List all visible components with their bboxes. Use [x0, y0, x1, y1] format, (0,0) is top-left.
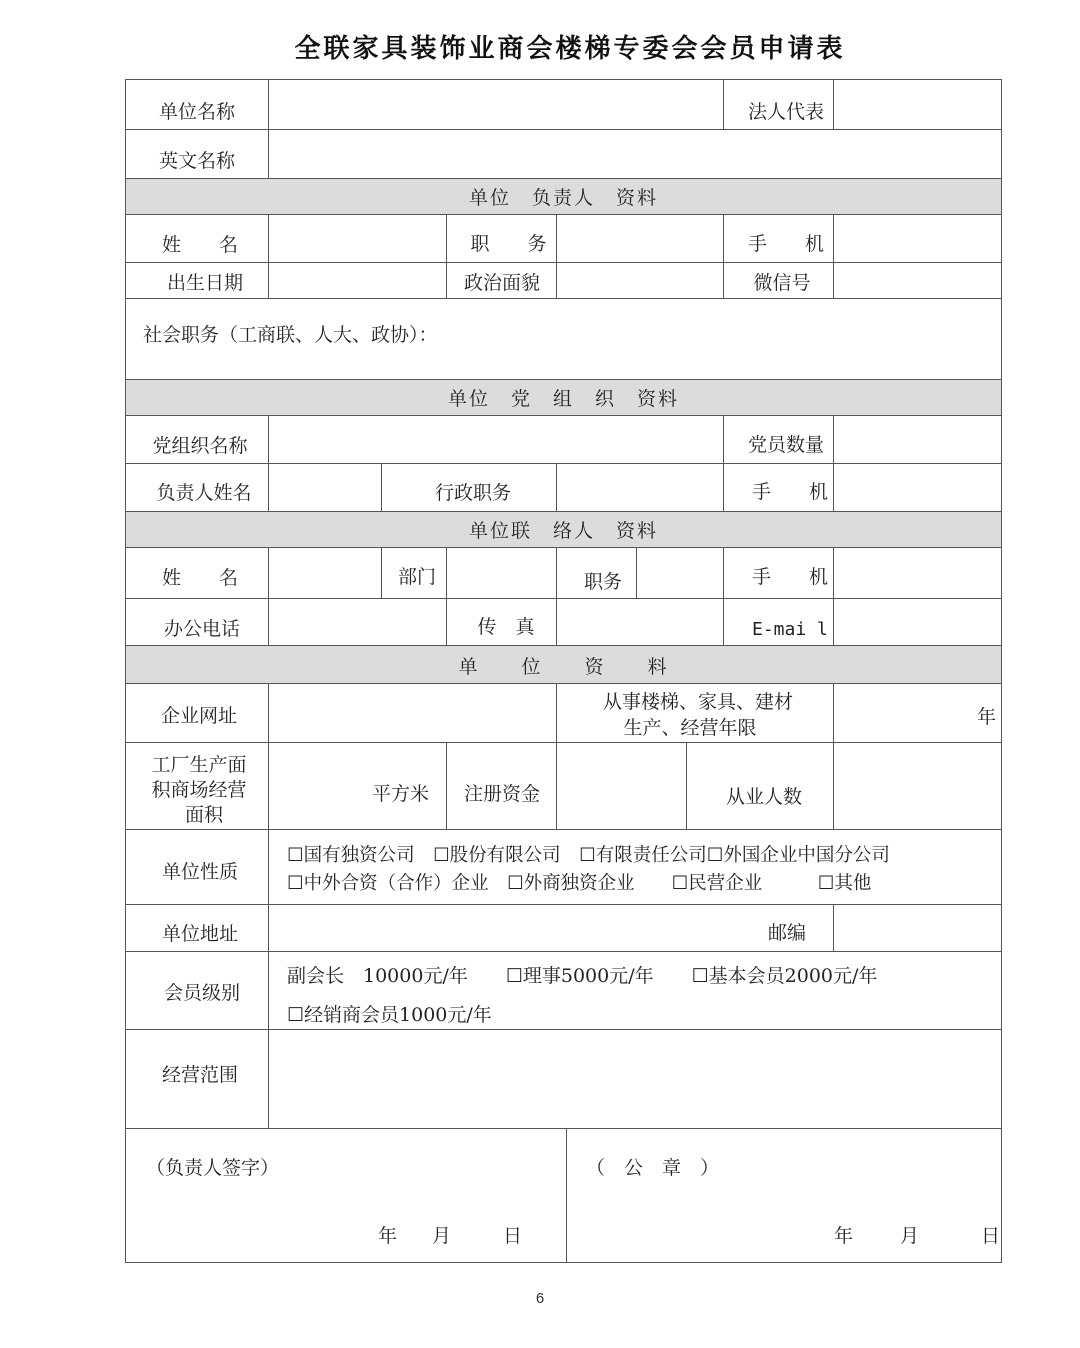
address-label: 单位地址	[161, 923, 238, 945]
years-label-line2: 生产、经营年限	[623, 717, 757, 739]
rule	[125, 742, 1002, 743]
signature-label: （负责人签字）	[146, 1157, 280, 1179]
section-party-info: 单位 党 组 织 资料	[447, 388, 679, 410]
signature-date-month: 月	[432, 1225, 452, 1247]
section-head-info: 单位 负责人 资料	[468, 187, 658, 209]
employees-label: 从业人数	[725, 786, 802, 808]
political-status-label: 政治面貌	[463, 272, 540, 294]
rule	[125, 829, 1002, 830]
english-name-label: 英文名称	[158, 150, 235, 172]
rule	[381, 547, 382, 599]
nature-options-line2[interactable]: ☐中外合资（合作）企业 ☐外商独资企业 ☐民营企业 ☐其他	[287, 873, 872, 894]
birth-date-label: 出生日期	[166, 272, 243, 294]
level-options-line2[interactable]: ☐经销商会员1000元/年	[287, 1004, 492, 1026]
unit-name-label: 单位名称	[158, 101, 235, 123]
seal-label: （ 公 章 ）	[586, 1157, 720, 1179]
area-label-line1: 工厂生产面	[151, 754, 247, 776]
border-bottom	[125, 1262, 1002, 1263]
rule	[125, 951, 1002, 952]
border-top	[125, 79, 1002, 80]
contact-mobile-label: 手 机	[751, 566, 828, 588]
registered-capital-label: 注册资金	[463, 783, 540, 805]
nature-options-line1[interactable]: ☐国有独资公司 ☐股份有限公司 ☐有限责任公司☐外国企业中国分公司	[287, 845, 890, 866]
area-label-line3: 面积	[184, 804, 223, 826]
area-label-line2: 积商场经营	[151, 779, 247, 801]
rule	[636, 547, 637, 599]
fax-label: 传 真	[477, 616, 535, 638]
nature-label: 单位性质	[161, 861, 238, 883]
rule	[125, 262, 1002, 263]
rule	[125, 645, 1002, 646]
rule	[566, 1128, 567, 1263]
year-unit-label: 年	[977, 706, 997, 728]
rule	[125, 547, 1002, 548]
rule	[125, 904, 1002, 905]
border-right	[1001, 79, 1002, 1263]
admin-position-label: 行政职务	[434, 482, 511, 504]
seal-date-year: 年	[834, 1225, 854, 1247]
legal-rep-label: 法人代表	[747, 101, 824, 123]
head-position-label: 职 务	[470, 233, 547, 255]
signature-date-year: 年	[378, 1225, 398, 1247]
rule	[125, 379, 1002, 380]
signature-date-day: 日	[503, 1225, 523, 1247]
contact-name-label: 姓 名	[161, 567, 238, 589]
member-level-label: 会员级别	[163, 982, 240, 1004]
rule	[833, 904, 834, 952]
department-label: 部门	[398, 566, 437, 588]
rule	[125, 1029, 1002, 1030]
head-mobile-label: 手 机	[747, 233, 824, 255]
rule	[125, 214, 1002, 215]
party-member-count-label: 党员数量	[747, 434, 824, 456]
seal-date-month: 月	[900, 1225, 920, 1247]
rule	[125, 415, 1002, 416]
office-phone-label: 办公电话	[163, 618, 240, 640]
head-name-label: 姓 名	[161, 234, 238, 256]
rule	[833, 547, 834, 646]
section-contact-info: 单位联 络人 资料	[468, 520, 658, 542]
rule	[125, 463, 1002, 464]
rule	[125, 683, 1002, 684]
party-mobile-label: 手 机	[751, 481, 828, 503]
section-unit-info: 单 位 资 料	[458, 656, 669, 678]
rule	[125, 298, 1002, 299]
seal-date-day: 日	[981, 1225, 1001, 1247]
rule	[268, 79, 269, 179]
years-label-line1: 从事楼梯、家具、建材	[602, 691, 793, 713]
website-label: 企业网址	[160, 705, 237, 727]
email-label: E-mai l	[752, 619, 828, 640]
page-number: 6	[535, 1290, 545, 1307]
rule	[125, 511, 1002, 512]
wechat-label: 微信号	[753, 272, 811, 294]
page-title: 全联家具装饰业商会楼梯专委会会员申请表	[294, 34, 846, 64]
rule	[125, 178, 1002, 179]
contact-position-label: 职务	[584, 571, 623, 593]
head-name-party-label: 负责人姓名	[156, 482, 252, 504]
rule	[125, 598, 1002, 599]
rule	[125, 1128, 1002, 1129]
sqm-unit-label: 平方米	[372, 783, 430, 805]
rule	[723, 547, 724, 646]
party-org-name-label: 党组织名称	[152, 435, 248, 457]
social-roles-label: 社会职务（工商联、人大、政协）：	[143, 324, 438, 346]
business-scope-label: 经营范围	[161, 1064, 238, 1086]
rule	[125, 129, 1002, 130]
postcode-label: 邮编	[768, 922, 807, 944]
level-options-line1[interactable]: 副会长 10000元/年 ☐理事5000元/年 ☐基本会员2000元/年	[287, 965, 878, 987]
